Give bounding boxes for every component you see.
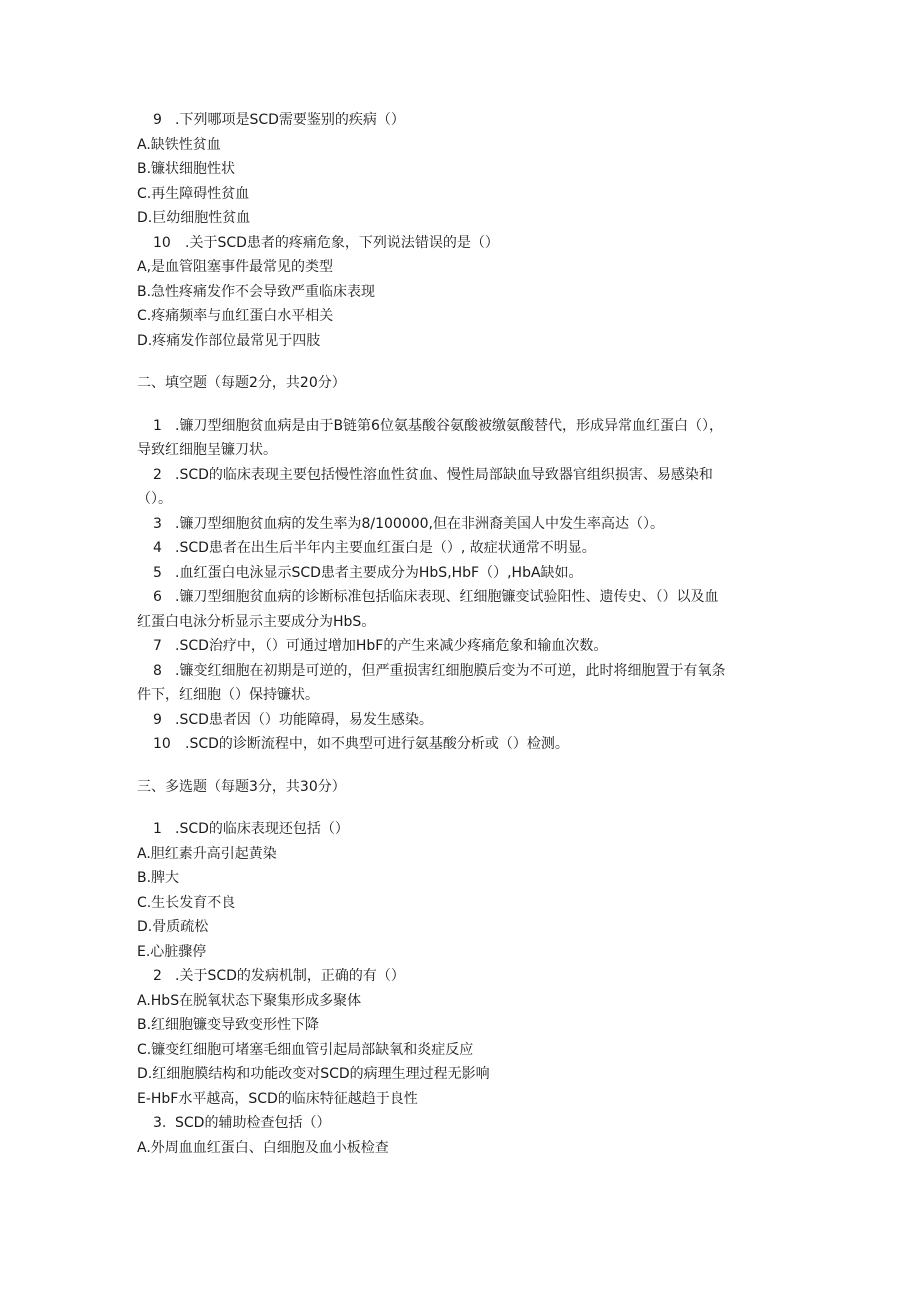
item-text: .SCD治疗中，（）可通过增加HbF的产生来减少疼痛危象和输血次数。	[175, 638, 608, 654]
question-text: .关于SCD患者的疼痛危象，下列说法错误的是（）	[185, 234, 499, 251]
option-c: C.再生障碍性贫血	[137, 185, 250, 202]
option-b: B.红细胞镰变导致变形性下降	[137, 1017, 320, 1033]
option-b: B.镰状细胞性状	[137, 161, 236, 177]
mc-question-1	[137, 817, 787, 842]
fill-item-4	[137, 536, 787, 561]
question-text: SCD的辅助检查包括（）	[175, 1115, 331, 1131]
mc-question-2	[137, 964, 787, 989]
fill-item-2-continued: （）。	[137, 491, 172, 507]
question-text: .SCD的临床表现还包括（）	[175, 821, 349, 837]
fill-item-3	[137, 512, 787, 537]
section-heading-multiple-choice: 三、多选题（每题3分，共30分）	[137, 778, 346, 795]
fill-item-8-continued: 件下，红细胞（）保持镰状。	[137, 687, 319, 703]
option-c: C.镰变红细胞可堵塞毛细血管引起局部缺氧和炎症反应	[137, 1041, 474, 1058]
fill-item-9	[137, 708, 787, 733]
fill-item-1-continued: 导致红细胞呈镰刀状。	[137, 442, 277, 458]
fill-item-8	[137, 659, 787, 684]
question-number: 2	[153, 968, 162, 984]
item-number: 9	[153, 711, 162, 728]
option-a: A.HbS在脱氧状态下聚集形成多聚体	[137, 992, 362, 1009]
option-d: D.红细胞膜结构和功能改变对SCD的病理生理过程无影响	[137, 1066, 490, 1082]
fill-item-2	[137, 463, 787, 488]
item-text: .SCD患者因（）功能障碍，易发生感染。	[175, 711, 433, 728]
option-b: B.急性疼痛发作不会导致严重临床表现	[137, 283, 376, 300]
item-number: 8	[153, 662, 162, 679]
question-text: .下列哪项是SCD需要鉴别的疾病（）	[175, 112, 405, 128]
item-text: .镰刀型细胞贫血病的诊断标准包括临床表现、红细胞镰变试验阳性、遗传史、（）以及血	[175, 589, 719, 605]
option-d: D.骨质疏松	[137, 919, 209, 935]
question-number: 3.	[153, 1115, 167, 1131]
option-c: C.疼痛频率与血红蛋白水平相关	[137, 308, 334, 324]
section-heading-fill-in: 二、填空题（每题2分，共20分）	[137, 375, 346, 391]
exam-content	[137, 108, 787, 1160]
item-text: .SCD患者在出生后半年内主要血红蛋白是（）, 故症状通常不明显。	[175, 540, 596, 556]
option-a: A,是血管阻塞事件最常见的类型	[137, 259, 334, 275]
question-number: 1	[153, 821, 162, 837]
option-a: A.胆红素升高引起黄染	[137, 845, 277, 862]
fill-item-10	[137, 732, 787, 757]
fill-item-5	[137, 561, 787, 586]
fill-item-6-continued: 红蛋白电泳分析显示主要成分为HbS。	[137, 613, 376, 630]
option-e: E.心脏骤停	[137, 943, 207, 960]
fill-item-1	[137, 414, 787, 439]
item-number: 6	[153, 589, 162, 605]
option-d: D.疼痛发作部位最常见于四肢	[137, 332, 321, 349]
option-c: C.生长发育不良	[137, 894, 236, 911]
item-number: 4	[153, 540, 162, 556]
fill-item-6	[137, 585, 787, 610]
option-a: A.外周血血红蛋白、白细胞及血小板检查	[137, 1139, 389, 1156]
option-e: E-HbF水平越高，SCD的临床特征越趋于良性	[137, 1090, 418, 1107]
question-number: 9	[153, 112, 162, 128]
option-a: A.缺铁性贫血	[137, 136, 221, 153]
item-number: 2	[153, 466, 162, 483]
mc-question-3	[137, 1111, 787, 1136]
item-number: 7	[153, 638, 162, 654]
option-d: D.巨幼细胞性贫血	[137, 210, 251, 226]
fill-item-7	[137, 634, 787, 659]
question-10	[137, 231, 787, 256]
item-number: 10	[153, 736, 171, 752]
question-text: .关于SCD的发病机制，正确的有（）	[175, 968, 405, 984]
question-9	[137, 108, 787, 133]
item-text: .SCD的诊断流程中，如不典型可进行氨基酸分析或（）检测。	[185, 736, 569, 752]
item-text: .血红蛋白电泳显示SCD患者主要成分为HbS,HbF（）,HbA缺如。	[175, 564, 583, 581]
item-number: 3	[153, 515, 162, 532]
item-text: .镰刀型细胞贫血病的发生率为8/100000,但在非洲裔美国人中发生率高达（）。	[175, 515, 664, 532]
item-text: .镰刀型细胞贫血病是由于B链第6位氨基酸谷氨酸被缴氨酸替代，形成异常血红蛋白（），	[175, 417, 723, 434]
item-text: .镰变红细胞在初期是可逆的，但严重损害红细胞膜后变为不可逆，此时将细胞置于有氧条	[175, 662, 726, 679]
item-number: 1	[153, 417, 162, 434]
item-number: 5	[153, 564, 162, 581]
item-text: .SCD的临床表现主要包括慢性溶血性贫血、慢性局部缺血导致器官组织损害、易感染和	[175, 466, 713, 483]
option-b: B.脾大	[137, 870, 180, 886]
question-number: 10	[153, 234, 171, 251]
